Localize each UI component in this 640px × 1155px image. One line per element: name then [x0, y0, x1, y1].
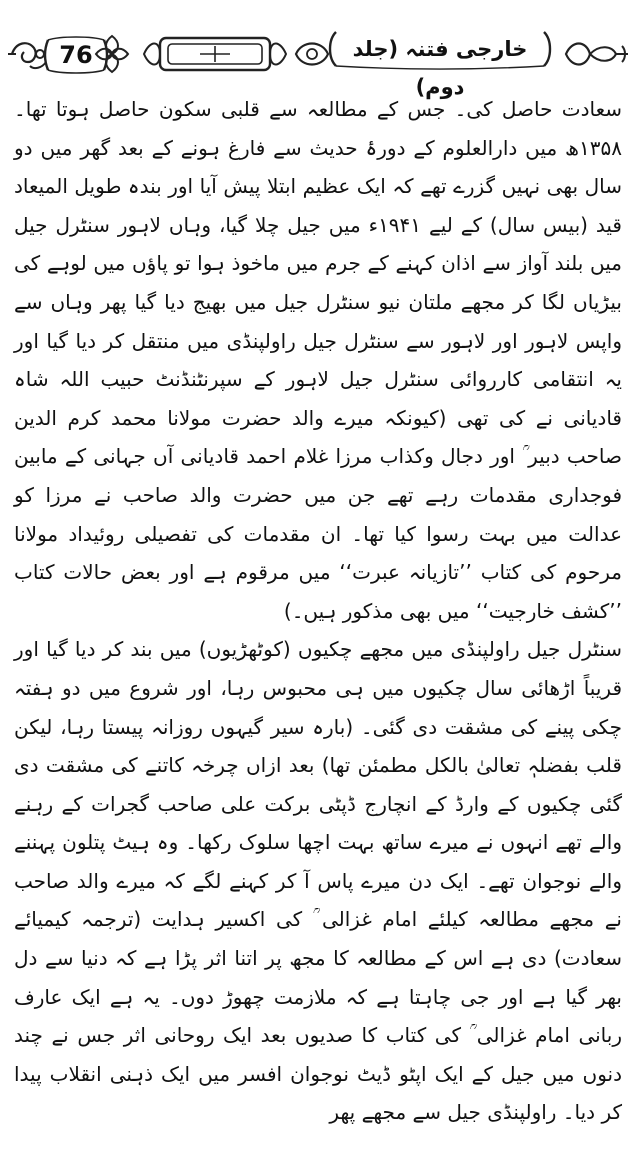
page-number: 76 — [59, 41, 93, 69]
page-header — [0, 0, 640, 98]
body-text — [14, 90, 622, 1132]
floral-ornament-icon — [92, 32, 132, 76]
running-title: خارجی فتنہ (جلد دوم) — [352, 37, 528, 99]
floral-ornament-icon — [560, 32, 632, 76]
paragraph: سنٹرل جیل راولپنڈی میں مجھے چکیوں (کوٹھڑیوں) میں بند کر دیا گیا اور قریباً اڑھائی سال چکیوں میں ہی محبوس رہا، اور شروع میں دو ہفتہ چکی پینے کی مشقت دی گئی۔ (بارہ سیر گیہوں روزانہ پیستا رہا، لیکن قلب بفضلہٖ تعالیٰ بالکل مطمئن تھا) بعد ازاں چرخہ کاتنے کی مشقت دی گئی چکیوں کے وارڈ کے انچارج ڈپٹی برکت علی صاحب گجرات کے رہنے والے تھے انہوں نے میرے ساتھ بہت اچھا سلوک رکھا۔ وہ ہیٹ پتلون پہننے والے نوجوان تھے۔ ایک دن میرے پاس آ کر کہنے لگے کہ میرے والد صاحب نے مجھے مطالعہ کیلئے امام غزالی ؒ کی اکسیر ہدایت (ترجمہ کیمیائے سعادت) دی ہے اس کے مطالعہ کا مجھ پر اتنا اثر پڑا ہے کہ دنیا سے دل بھر گیا ہے اور جی چاہتا ہے کہ ملازمت چھوڑ دوں۔ یہ ہے ایک عارف ربانی امام غزالی ؒ کی کتاب کا صدیوں بعد ایک روحانی اثر جس نے چند دنوں میں جیل کے ایک اپٹو ڈیٹ نوجوان افسر میں ایک ذہنی انقلاب پیدا کر دیا۔ راولپنڈی جیل سے مجھے پھر — [14, 637, 622, 1125]
paragraph: سعادت حاصل کی۔ جس کے مطالعہ سے قلبی سکون حاصل ہوتا تھا۔ ۱۳۵۸ھ میں دارالعلوم کے دورۂ حدیث سے فارغ ہونے کے بعد گھر میں دو سال بھی نہیں گزرے تھے کہ ایک عظیم ابتلا پیش آیا اور بندہ طویل المیعاد قید (بیس سال) کے لیے ۱۹۴۱ء میں جیل چلا گیا، وہاں لاہور سنٹرل جیل میں بلند آواز سے اذان کہنے کے جرم میں ماخوذ ہوا تو پاؤں میں لوہے کی بیڑیاں لگا کر مجھے ملتان نیو سنٹرل جیل میں بھیج دیا گیا پھر وہاں سے واپس لاہور اور لاہور سے سنٹرل جیل راولپنڈی میں منتقل کر دیا گیا اور یہ انتقامی کارروائی سنٹرل جیل لاہور کے سپرنٹنڈنٹ حبیب اللہ شاہ قادیانی نے کی تھی (کیونکہ میرے والد حضرت مولانا محمد کرم الدین صاحب دبیر ؒ اور دجال وکذاب مرزا غلام احمد قادیانی آں جہانی کے مابین فوجداری مقدمات رہے تھے جن میں حضرت والد صاحب نے مرزا کو عدالت میں بہت رسوا کیا تھا۔ ان مقدمات کی تفصیلی روئیداد مولانا مرحوم کی کتاب ’’تازیانہ عبرت‘‘ میں مرقوم ہے اور بعض حالات کتاب ’’کشف خارجیت‘‘ میں بھی مذکور ہیں۔) — [14, 97, 622, 623]
scroll-frame-icon — [140, 30, 290, 78]
